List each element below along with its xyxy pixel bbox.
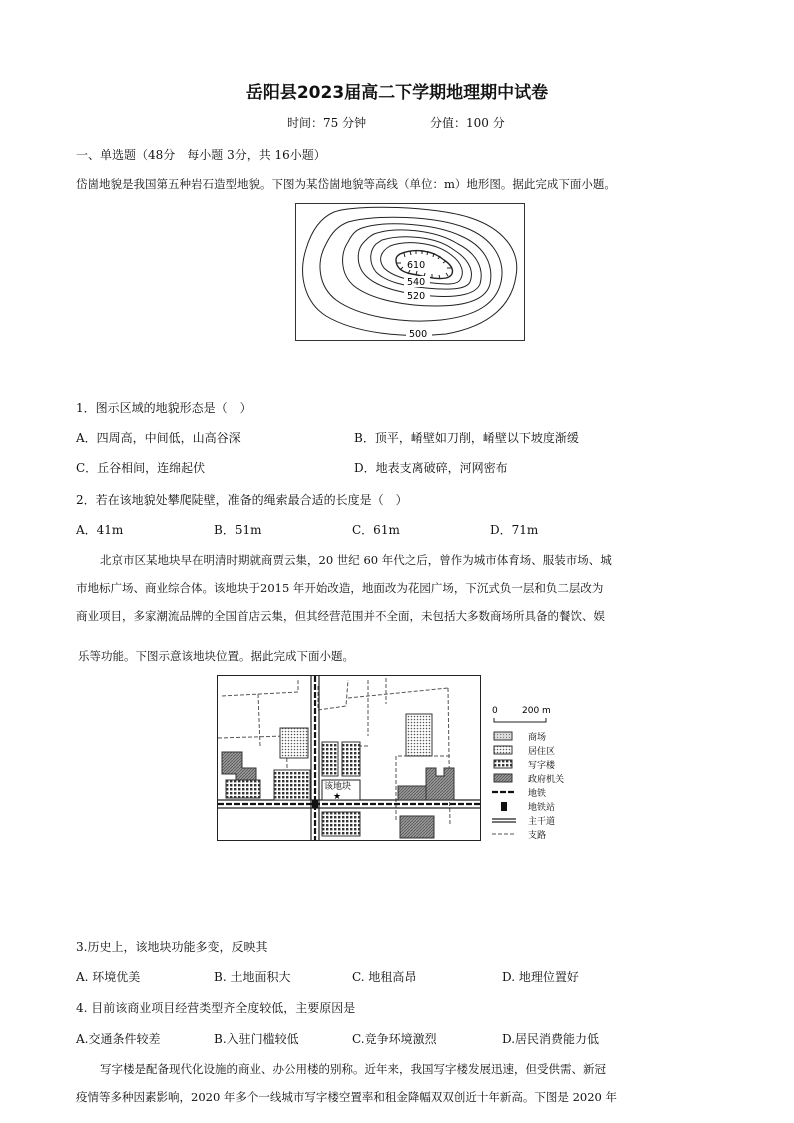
question-1-option-c[interactable]: C．丘谷相间，连绵起伏 [76, 461, 206, 475]
question-4-option-b[interactable]: B.入驻门槛较低 [214, 1032, 299, 1046]
question-4-option-c[interactable]: C.竞争环境激烈 [352, 1032, 437, 1046]
passage-2-line-1: 北京市区某地块早在明清时期就商贾云集，20 世纪 60 年代之后，曾作为城市体育场、服装市场、城 [100, 553, 612, 567]
question-1-option-d[interactable]: D．地表支离破碎，河网密布 [354, 461, 508, 475]
question-2-option-b[interactable]: B．51m [214, 523, 262, 537]
legend-mall-swatch [494, 732, 512, 740]
passage-2-line-2: 市地标广场、商业综合体。该地块于2015 年开始改造，地面改为花园广场，下沉式负一层和负二层改为 [76, 581, 604, 595]
question-3-option-c[interactable]: C. 地租高昂 [352, 970, 417, 984]
question-1-option-a[interactable]: A．四周高，中间低，山高谷深 [76, 431, 241, 445]
contour-map-figure [295, 203, 525, 341]
question-3-option-b[interactable]: B. 土地面积大 [214, 970, 291, 984]
legend-office: 写字楼 [528, 761, 556, 771]
office-building [274, 770, 310, 800]
scale-zero: 0 [492, 706, 498, 716]
legend-station-icon [501, 802, 507, 811]
legend-subway: 地铁 [528, 789, 547, 799]
map-legend [490, 700, 600, 850]
question-4-option-a[interactable]: A.交通条件较差 [76, 1032, 161, 1046]
passage-2-line-3: 商业项目，多家潮流品牌的全国首店云集，但其经营范围并不全面，未包括大多数商场所具备的餐饮、娱 [76, 609, 605, 623]
legend-mall: 商场 [528, 733, 547, 743]
section-title: 一、单选题（48分 每小题 3分，共 16小题） [76, 148, 326, 162]
legend-main-road: 主干道 [528, 817, 556, 827]
subway-station-icon [312, 800, 318, 808]
page-title: 岳阳县2023届高二下学期地理期中试卷 [245, 83, 549, 103]
legend-residential: 居住区 [528, 747, 556, 757]
question-1-stem: 1．图示区域的地貌形态是（ ） [76, 401, 252, 415]
site-location-map [217, 675, 481, 841]
residential-block [280, 728, 308, 758]
government-building [400, 816, 434, 838]
question-2-option-c[interactable]: C．61m [352, 523, 400, 537]
question-3-option-d[interactable]: D. 地理位置好 [502, 970, 579, 984]
question-2-option-a[interactable]: A．41m [76, 523, 124, 537]
site-star-icon: ★ [333, 792, 342, 802]
exam-time: 时间：75 分钟 [287, 116, 367, 130]
scale-label: 200 m [522, 706, 551, 716]
question-1-option-b[interactable]: B．顶平，崤壁如刀削，崤壁以下坡度渐缓 [354, 431, 579, 445]
legend-residential-swatch [494, 746, 512, 754]
legend-station: 地铁站 [528, 803, 556, 813]
contour-label-540: 540 [407, 277, 426, 288]
question-3-stem: 3.历史上，该地块功能多变，反映其 [76, 940, 268, 954]
contour-label-520: 520 [407, 291, 426, 302]
legend-government-swatch [494, 774, 512, 782]
question-4-stem: 4. 目前该商业项目经营类型齐全度较低，主要原因是 [76, 1001, 356, 1015]
office-building [322, 742, 338, 776]
question-2-option-d[interactable]: D．71m [490, 523, 539, 537]
question-2-stem: 2．若在该地貌处攀爬陡壁，准备的绳索最合适的长度是（ ） [76, 493, 408, 507]
government-building [426, 768, 454, 800]
contour-map [296, 204, 524, 340]
legend-government: 政府机关 [528, 775, 565, 785]
legend-branch-road: 支路 [528, 831, 547, 841]
question-4-option-d[interactable]: D.居民消费能力低 [502, 1032, 600, 1046]
passage-2-line-4: 乐等功能。下图示意该地块位置。据此完成下面小题。 [78, 649, 354, 663]
exam-score: 分值：100 分 [430, 116, 505, 130]
contour-label-610: 610 [407, 260, 426, 271]
question-3-option-a[interactable]: A. 环境优美 [76, 970, 141, 984]
office-building [226, 780, 260, 798]
legend-office-swatch [494, 760, 512, 768]
passage-1: 岱崮地貌是我国第五种岩石造型地貌。下图为某岱崮地貌等高线（单位：m）地形图。据此完成下面小题。 [76, 177, 616, 191]
passage-3-line-2: 疫情等多种因素影响，2020 年多个一线城市写字楼空置率和租金降幅双双创近十年新高。下图是 2020 年 [76, 1090, 617, 1104]
office-building [322, 812, 360, 836]
site-label: 该地块 [324, 782, 352, 792]
passage-3-line-1: 写字楼是配备现代化设施的商业、办公用楼的别称。近年来，我国写字楼发展迅速，但受供需、新冠 [100, 1062, 606, 1076]
contour-label-500: 500 [409, 329, 428, 340]
residential-block [406, 714, 432, 756]
scale-bar [494, 718, 546, 722]
office-building [342, 742, 360, 776]
